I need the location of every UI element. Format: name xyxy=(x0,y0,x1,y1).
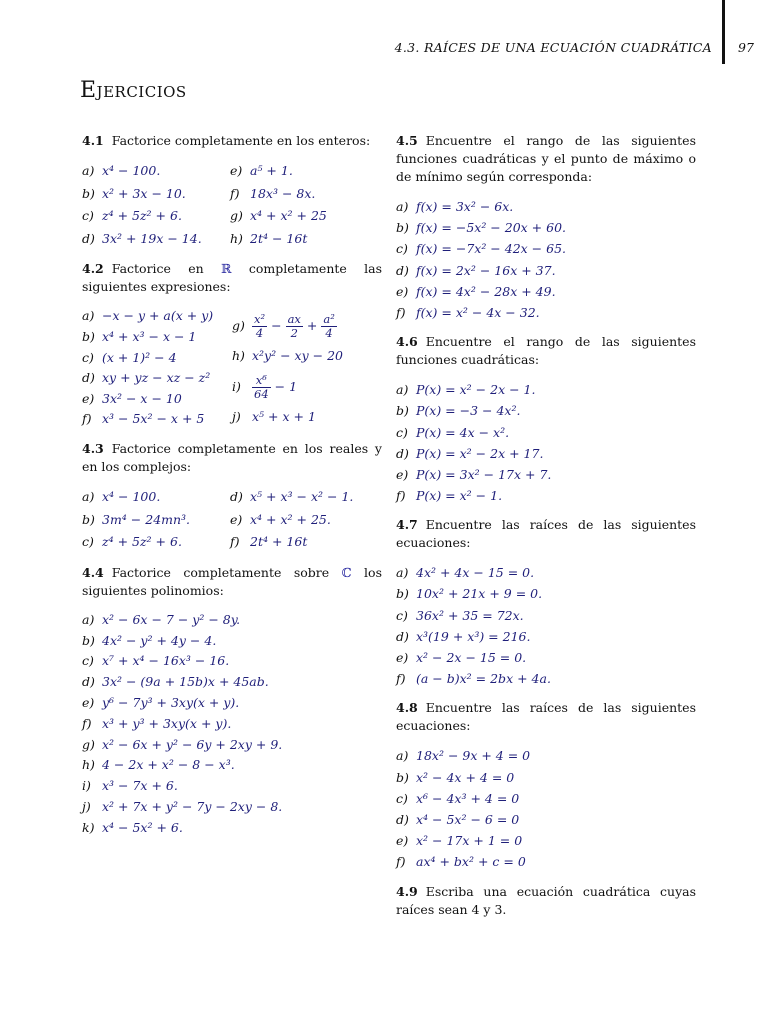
item-expression: 4 − 2x + x² − 8 − x³. xyxy=(102,757,235,773)
item-label: e) xyxy=(396,650,409,665)
item-label: i) xyxy=(82,778,91,794)
list-item xyxy=(396,626,696,647)
statement-text: Encuentre el rango de las siguientes funciones cuadráticas: xyxy=(396,334,696,368)
numerator: a² xyxy=(323,312,335,327)
exercise-number: 4.6 xyxy=(396,334,418,350)
exercise-items xyxy=(396,196,696,323)
item-label: d) xyxy=(396,262,409,278)
item-expression: x² + 7x + y² − 7y − 2xy − 8. xyxy=(102,798,283,814)
item-label: b) xyxy=(82,511,95,527)
item-expression: z⁴ + 5z² + 6. xyxy=(102,534,182,550)
statement-text: Factorice en xyxy=(111,261,204,277)
list-item xyxy=(82,755,382,776)
list-item xyxy=(82,735,382,756)
item-label: d) xyxy=(230,488,243,504)
item-expression: 18x³ − 8x. xyxy=(250,185,316,201)
item-label: f) xyxy=(396,488,406,504)
statement-text: completamente las siguientes expresiones: xyxy=(82,261,382,295)
list-item xyxy=(396,809,696,830)
exercise-statement xyxy=(396,699,696,735)
list-item xyxy=(82,368,232,389)
exercise-4-1 xyxy=(82,132,382,250)
exercise-number: 4.5 xyxy=(396,133,418,148)
item-label: e) xyxy=(230,511,243,527)
list-item xyxy=(230,160,382,183)
list-item xyxy=(396,464,696,485)
item-label: d) xyxy=(396,811,409,827)
list-item xyxy=(232,346,382,367)
item-expression: x² − 6x + y² − 6y + 2xy + 9. xyxy=(102,736,283,752)
item-label: a) xyxy=(396,199,409,214)
item-expression: P(x) = −3 − 4x². xyxy=(416,403,521,419)
item-expression: xy + yz − xz − z² xyxy=(102,370,211,386)
item-label: c) xyxy=(82,653,94,669)
exercise-items xyxy=(396,562,696,689)
item-label: c) xyxy=(82,349,94,365)
item-expression: x² − 17x + 1 = 0 xyxy=(416,833,523,849)
operator: + xyxy=(306,318,318,334)
item-label: a) xyxy=(82,308,95,324)
item-label: c) xyxy=(82,534,94,550)
list-item xyxy=(396,217,696,238)
item-expression: (a − b)x² = 2bx + 4a. xyxy=(416,671,551,687)
exercise-statement xyxy=(82,564,382,600)
item-expression: z⁴ + 5z² + 6. xyxy=(102,208,182,224)
list-item xyxy=(230,183,382,206)
list-item xyxy=(396,562,696,583)
items-column-left xyxy=(82,306,232,430)
list-item xyxy=(232,306,382,346)
statement-text: Encuentre las raíces de las siguientes ecuaciones: xyxy=(396,517,696,551)
item-label: e) xyxy=(82,390,95,406)
item-expression: f(x) = −5x² − 20x + 60. xyxy=(416,220,567,236)
exercise-4-6 xyxy=(396,333,696,506)
item-expression: P(x) = x² − 2x − 1. xyxy=(416,382,536,398)
list-item xyxy=(82,693,382,714)
exercise-items xyxy=(82,486,382,554)
exercise-statement xyxy=(82,260,382,296)
list-item xyxy=(396,851,696,872)
list-item xyxy=(82,818,382,839)
section-title: Ejercicios xyxy=(80,78,187,103)
item-expression: f(x) = 4x² − 28x + 49. xyxy=(416,283,556,299)
item-label: b) xyxy=(396,403,409,419)
item-expression: 3x² − (9a + 15b)x + 45ab. xyxy=(102,674,269,690)
item-expression: x⁴ + x² + 25 xyxy=(250,208,327,224)
statement-text: Escriba una ecuación cuadrática cuyas raíces sean 4 y 3. xyxy=(396,883,696,917)
item-expression: 10x² + 21x + 9 = 0. xyxy=(416,586,543,602)
item-expression: 4x² + 4x − 15 = 0. xyxy=(416,565,535,581)
list-item xyxy=(82,631,382,652)
list-item xyxy=(396,238,696,259)
list-item xyxy=(82,776,382,797)
exercise-number: 4.7 xyxy=(396,517,418,533)
item-expression: 36x² + 35 = 72x. xyxy=(416,607,524,623)
item-label: c) xyxy=(396,241,408,257)
list-item xyxy=(82,651,382,672)
item-expression xyxy=(252,312,337,341)
item-expression: x⁶ − 4x³ + 4 = 0 xyxy=(416,790,520,806)
item-expression: x⁴ − 5x² − 6 = 0 xyxy=(416,811,520,827)
item-label: e) xyxy=(230,163,243,178)
list-item xyxy=(82,327,232,348)
exercise-number: 4.2 xyxy=(82,261,104,277)
item-label: d) xyxy=(82,230,95,246)
exercise-items xyxy=(396,379,696,506)
item-expression: 3x² + 19x − 14. xyxy=(102,230,202,246)
operator: − xyxy=(271,318,282,334)
item-label: d) xyxy=(396,445,409,461)
list-item xyxy=(396,830,696,851)
list-item xyxy=(82,228,230,251)
item-expression: x² − 6x − 7 − y² − 8y. xyxy=(102,611,241,627)
list-item xyxy=(230,509,382,532)
list-item xyxy=(82,389,232,410)
item-expression: x³ − 7x + 6. xyxy=(102,778,178,794)
item-expression: x⁴ + x³ − x − 1 xyxy=(102,328,197,344)
list-item xyxy=(230,228,382,251)
item-expression: x⁴ − 100. xyxy=(102,163,161,178)
fraction xyxy=(252,374,271,401)
item-expression: x² + 3x − 10. xyxy=(102,185,186,201)
denominator: 2 xyxy=(290,326,298,341)
item-expression: x⁷ + x⁴ − 16x³ − 16. xyxy=(102,653,230,669)
item-expression: x⁵ + x³ − x² − 1. xyxy=(250,488,354,504)
list-item xyxy=(232,367,382,407)
left-column xyxy=(82,132,382,848)
list-item xyxy=(82,306,232,327)
item-expression: y⁶ − 7y³ + 3xy(x + y). xyxy=(102,694,240,710)
item-label: f) xyxy=(82,715,92,731)
item-label: a) xyxy=(82,163,95,178)
item-label: b) xyxy=(396,220,409,236)
list-item xyxy=(396,668,696,689)
list-item xyxy=(396,400,696,421)
item-label: j) xyxy=(82,798,91,814)
item-expression: x³ − 5x² − x + 5 xyxy=(102,411,205,427)
list-item xyxy=(82,183,230,206)
item-label: b) xyxy=(396,769,409,785)
item-expression: x⁴ + x² + 25. xyxy=(250,511,331,527)
list-item xyxy=(82,672,382,693)
item-expression: ax⁴ + bx² + c = 0 xyxy=(416,854,526,870)
item-label: e) xyxy=(82,694,95,710)
item-label: a) xyxy=(82,488,95,504)
item-expression: a⁵ + 1. xyxy=(250,163,293,178)
exercise-statement xyxy=(396,333,696,369)
item-label: a) xyxy=(396,748,409,764)
list-item xyxy=(230,531,382,554)
list-item xyxy=(396,788,696,809)
exercise-items xyxy=(82,306,382,430)
item-label: a) xyxy=(396,565,409,581)
list-item xyxy=(230,486,382,509)
statement-text: los siguientes polinomios: xyxy=(82,564,382,598)
numerator: x² xyxy=(254,312,266,327)
item-expression: P(x) = 3x² − 17x + 7. xyxy=(416,466,552,482)
item-expression xyxy=(252,372,298,401)
item-label: e) xyxy=(396,466,409,482)
item-expression: x³(19 + x³) = 216. xyxy=(416,628,531,644)
denominator: 64 xyxy=(254,386,269,401)
item-expression: P(x) = x² − 2x + 17. xyxy=(416,445,544,461)
item-expression: x³ + y³ + 3xy(x + y). xyxy=(102,715,232,731)
exercise-number: 4.1 xyxy=(82,133,104,148)
list-item xyxy=(232,407,382,428)
exercise-4-7 xyxy=(396,516,696,689)
item-label: d) xyxy=(82,370,95,386)
item-expression: P(x) = x² − 1. xyxy=(416,488,503,504)
denominator: 4 xyxy=(255,326,264,341)
fraction xyxy=(252,313,267,340)
item-label: g) xyxy=(82,736,95,752)
list-item xyxy=(396,302,696,323)
item-label: h) xyxy=(230,230,243,246)
item-expression: 3x² − x − 10 xyxy=(102,390,182,406)
expression-rest: − 1 xyxy=(274,378,298,394)
list-item xyxy=(396,485,696,506)
list-item xyxy=(396,379,696,400)
statement-text: Factorice completamente en los enteros: xyxy=(111,133,371,148)
exercise-number: 4.4 xyxy=(82,564,104,580)
numerator: ax xyxy=(287,312,301,327)
item-label: b) xyxy=(82,328,95,344)
item-expression: f(x) = 3x² − 6x. xyxy=(416,199,514,214)
item-label: c) xyxy=(396,424,408,440)
item-label: g) xyxy=(232,318,245,334)
complex-symbol: ℂ xyxy=(341,564,352,580)
exercise-items xyxy=(396,745,696,872)
list-item xyxy=(82,348,232,369)
item-expression: P(x) = 4x − x². xyxy=(416,424,510,440)
page-number: 97 xyxy=(738,40,754,55)
item-expression: 3m⁴ − 24mn³. xyxy=(102,511,191,527)
item-label: b) xyxy=(82,185,95,201)
item-label: h) xyxy=(232,348,245,364)
item-label: g) xyxy=(230,208,243,224)
item-label: f) xyxy=(230,534,240,550)
fraction xyxy=(286,313,303,340)
list-item xyxy=(396,605,696,626)
list-item xyxy=(396,281,696,302)
statement-text: Factorice completamente en los reales y en los complejos: xyxy=(82,440,382,474)
item-expression: x² − 2x − 15 = 0. xyxy=(416,650,527,665)
statement-text: Encuentre las raíces de las siguientes ecuaciones: xyxy=(396,700,696,734)
item-label: e) xyxy=(396,833,409,849)
item-label: c) xyxy=(82,208,94,224)
exercise-4-8 xyxy=(396,699,696,872)
exercise-items xyxy=(82,610,382,839)
item-expression: (x + 1)² − 4 xyxy=(102,349,177,365)
item-label: e) xyxy=(396,283,409,299)
item-label: f) xyxy=(82,411,92,427)
exercise-number: 4.8 xyxy=(396,700,418,716)
item-expression: f(x) = x² − 4x − 32. xyxy=(416,304,540,320)
exercise-items xyxy=(82,160,382,250)
item-label: d) xyxy=(82,674,95,690)
exercise-4-9 xyxy=(396,883,696,919)
item-expression: −x − y + a(x + y) xyxy=(102,308,214,324)
items-column-right xyxy=(232,306,382,430)
list-item xyxy=(396,767,696,788)
item-label: k) xyxy=(82,819,95,835)
item-label: f) xyxy=(396,854,406,870)
item-label: f) xyxy=(396,671,406,687)
exercise-statement xyxy=(396,516,696,552)
list-item xyxy=(82,509,230,532)
list-item xyxy=(230,205,382,228)
exercise-statement xyxy=(82,440,382,476)
reals-symbol: ℝ xyxy=(221,261,232,277)
list-item xyxy=(396,745,696,766)
item-expression: 2t⁴ − 16t xyxy=(250,230,308,246)
item-label: b) xyxy=(82,632,95,648)
item-label: j) xyxy=(232,408,241,424)
list-item xyxy=(396,260,696,281)
item-label: b) xyxy=(396,586,409,602)
item-label: f) xyxy=(396,304,406,320)
exercise-number: 4.9 xyxy=(396,883,418,899)
item-expression: 4x² − y² + 4y − 4. xyxy=(102,632,217,648)
exercise-statement xyxy=(396,883,696,919)
item-expression: f(x) = 2x² − 16x + 37. xyxy=(416,262,556,278)
exercise-statement xyxy=(82,132,382,150)
item-label: c) xyxy=(396,790,408,806)
exercise-number: 4.3 xyxy=(82,440,104,456)
item-expression: x² − 4x + 4 = 0 xyxy=(416,769,515,785)
item-label: d) xyxy=(396,628,409,644)
list-item xyxy=(82,160,230,183)
list-item xyxy=(396,422,696,443)
list-item xyxy=(82,797,382,818)
list-item xyxy=(82,486,230,509)
item-label: i) xyxy=(232,378,241,394)
item-expression: x⁴ − 5x² + 6. xyxy=(102,819,183,835)
exercise-4-5 xyxy=(396,132,696,323)
item-expression: x²y² − xy − 20 xyxy=(252,348,343,364)
numerator: x⁶ xyxy=(252,374,271,388)
header-rule xyxy=(722,0,725,64)
right-column xyxy=(396,132,696,929)
list-item xyxy=(82,409,232,430)
item-label: a) xyxy=(396,382,409,398)
item-expression: x⁵ + x + 1 xyxy=(252,408,316,424)
list-item xyxy=(396,647,696,668)
item-expression: 2t⁴ + 16t xyxy=(250,534,308,550)
list-item xyxy=(396,196,696,217)
item-label: f) xyxy=(230,185,240,201)
running-header: 4.3. RAÍCES DE UNA ECUACIÓN CUADRÁTICA xyxy=(394,40,712,55)
item-expression: f(x) = −7x² − 42x − 65. xyxy=(416,241,567,257)
list-item xyxy=(82,531,230,554)
exercise-4-3 xyxy=(82,440,382,554)
item-label: c) xyxy=(396,607,408,623)
item-expression: 18x² − 9x + 4 = 0 xyxy=(416,748,531,764)
list-item xyxy=(82,714,382,735)
list-item xyxy=(82,610,382,631)
statement-text: Encuentre el rango de las siguientes funciones cuadráticas y el punto de máximo o de mínimo según corresponda: xyxy=(396,133,696,184)
item-label: a) xyxy=(82,611,95,627)
fraction xyxy=(321,313,336,340)
exercise-statement xyxy=(396,132,696,186)
exercise-4-2 xyxy=(82,260,382,430)
item-label: h) xyxy=(82,757,95,773)
item-expression: x⁴ − 100. xyxy=(102,488,161,504)
list-item xyxy=(82,205,230,228)
denominator: 4 xyxy=(325,326,333,341)
exercise-4-4 xyxy=(82,564,382,839)
list-item xyxy=(396,583,696,604)
list-item xyxy=(396,443,696,464)
statement-text: Factorice completamente sobre xyxy=(111,564,330,580)
